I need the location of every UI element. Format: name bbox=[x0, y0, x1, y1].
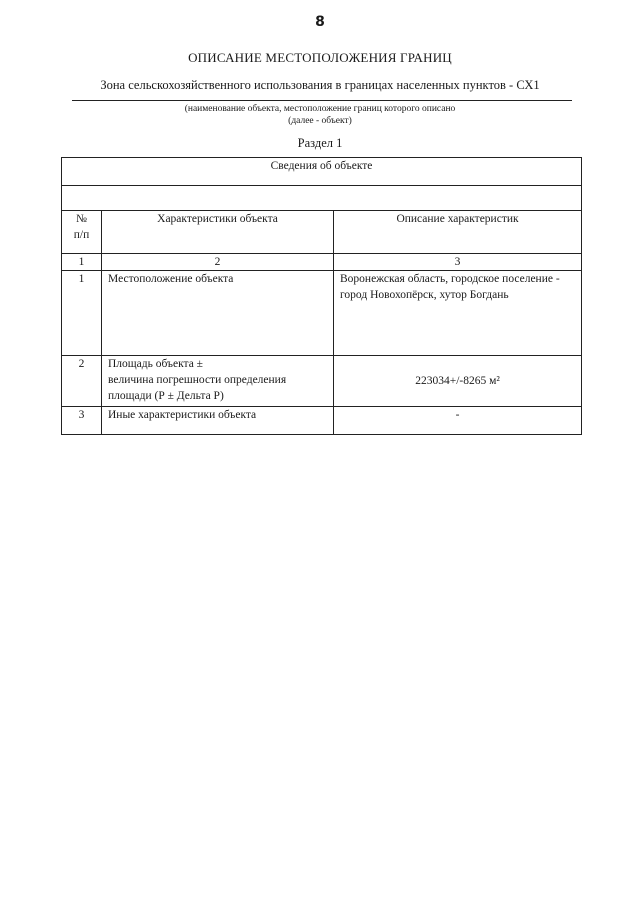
table-row bbox=[62, 356, 582, 407]
column-number: 3 bbox=[334, 254, 582, 271]
document-title: ОПИСАНИЕ МЕСТОПОЛОЖЕНИЯ ГРАНИЦ bbox=[188, 50, 452, 65]
row-characteristic: Местоположение объекта bbox=[102, 271, 334, 356]
table-blank-row bbox=[62, 186, 582, 211]
row-characteristic: Площадь объекта ± величина погрешности определения площади (Р ± Дельта Р) bbox=[102, 356, 334, 407]
row-description: Воронежская область, городское поселение - город Новохопёрск, хутор Богдань bbox=[334, 271, 582, 356]
row-description: - bbox=[334, 407, 582, 435]
table-header: Сведения об объекте bbox=[62, 158, 582, 186]
column-header-characteristic: Характеристики объекта bbox=[102, 211, 334, 254]
caption-line-2: (далее - объект) bbox=[288, 116, 352, 126]
column-header-row bbox=[62, 211, 582, 254]
column-number: 2 bbox=[102, 254, 334, 271]
column-number: 1 bbox=[62, 254, 102, 271]
row-characteristic: Иные характеристики объекта bbox=[102, 407, 334, 435]
object-info-table bbox=[61, 157, 582, 435]
row-num: 2 bbox=[62, 356, 102, 407]
table-row bbox=[62, 271, 582, 356]
section-title: Раздел 1 bbox=[297, 136, 343, 150]
column-number-row bbox=[62, 254, 582, 271]
column-header-num: № п/п bbox=[62, 211, 102, 254]
column-header-description: Описание характеристик bbox=[334, 211, 582, 254]
table-header-row bbox=[62, 158, 582, 186]
object-name: Зона сельскохозяйственного использования в границах населенных пунктов - СХ1 bbox=[100, 78, 540, 92]
underline-rule bbox=[72, 100, 572, 101]
table-row bbox=[62, 407, 582, 435]
row-num: 1 bbox=[62, 271, 102, 356]
blank-cell bbox=[62, 186, 582, 211]
caption-line-1: (наименование объекта, местоположение границ которого описано bbox=[184, 104, 456, 114]
row-description: 223034+/-8265 м² bbox=[334, 356, 582, 407]
object-caption bbox=[0, 103, 640, 127]
page-number: 8 bbox=[315, 14, 325, 30]
row-num: 3 bbox=[62, 407, 102, 435]
